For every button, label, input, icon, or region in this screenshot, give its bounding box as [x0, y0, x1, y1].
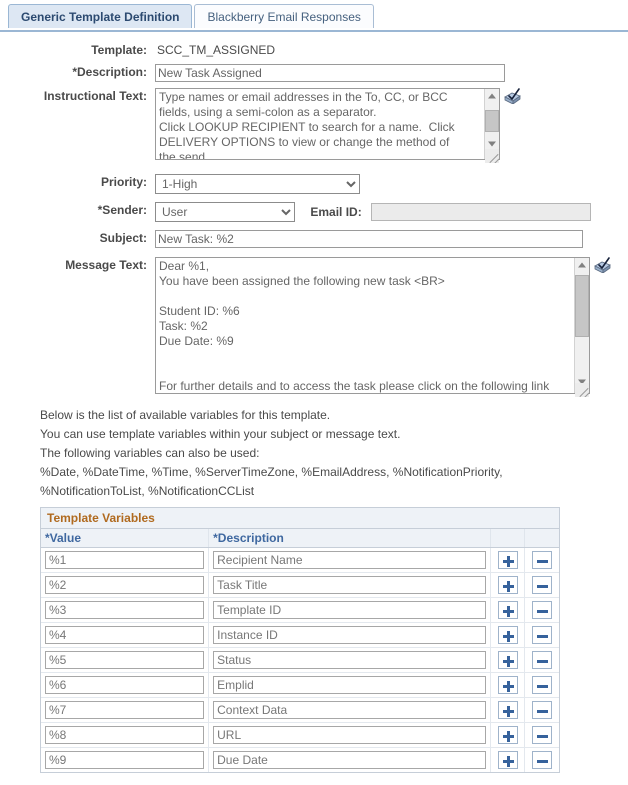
note-line: The following variables can also be used:: [40, 446, 260, 460]
note-line: Below is the list of available variables for this template.: [40, 408, 331, 422]
add-row-button[interactable]: [498, 626, 518, 644]
add-row-button[interactable]: [498, 576, 518, 594]
cell-description: [209, 673, 491, 698]
remove-row-button[interactable]: [532, 751, 552, 769]
cell-value: [41, 623, 209, 648]
priority-select[interactable]: [155, 174, 360, 194]
variable-description-input[interactable]: [213, 626, 486, 644]
variable-value-input[interactable]: [45, 651, 204, 669]
cell-value: [41, 598, 209, 623]
remove-row-button[interactable]: [532, 576, 552, 594]
grid-title: Template Variables: [41, 508, 559, 529]
sender-select[interactable]: [155, 202, 295, 222]
cell-description: [209, 698, 491, 723]
table-header-row: [41, 529, 559, 548]
cell-value: [41, 748, 209, 773]
tab-generic-template-definition[interactable]: [8, 4, 192, 28]
field-row-instructional-text: [0, 88, 628, 164]
subject-label: Subject:: [99, 231, 147, 245]
instructional-text-wrapper: [155, 88, 500, 164]
scroll-thumb[interactable]: [575, 275, 589, 337]
add-row-button[interactable]: [498, 751, 518, 769]
scroll-up-arrow-icon[interactable]: [575, 258, 589, 271]
template-value: SCC_TM_ASSIGNED: [157, 43, 276, 57]
cell-remove: [525, 598, 559, 623]
spell-check-icon[interactable]: [504, 88, 522, 104]
cell-description: [209, 723, 491, 748]
template-label: Template:: [91, 43, 147, 57]
cell-add: [491, 598, 525, 623]
remove-row-button[interactable]: [532, 551, 552, 569]
table-row: [41, 673, 559, 698]
spell-check-icon[interactable]: [594, 257, 612, 273]
resize-grip-icon[interactable]: [575, 383, 589, 397]
remove-row-button[interactable]: [532, 726, 552, 744]
variable-description-input[interactable]: [213, 576, 486, 594]
cell-remove: [525, 748, 559, 773]
field-row-subject: [0, 230, 628, 248]
cell-remove: [525, 623, 559, 648]
variable-value-input[interactable]: [45, 576, 204, 594]
variable-value-input[interactable]: [45, 701, 204, 719]
cell-remove: [525, 673, 559, 698]
cell-add: [491, 573, 525, 598]
remove-row-button[interactable]: [532, 651, 552, 669]
tab-blackberry-email-responses[interactable]: [194, 4, 373, 28]
email-id-input[interactable]: [371, 203, 591, 221]
field-row-description: [0, 64, 628, 82]
note-line: You can use template variables within your subject or message text.: [40, 427, 401, 441]
message-text-label: Message Text:: [65, 258, 147, 272]
table-row: [41, 723, 559, 748]
variable-value-input[interactable]: [45, 601, 204, 619]
cell-value: [41, 673, 209, 698]
column-header-description: *Description: [209, 529, 491, 548]
variable-description-input[interactable]: [213, 651, 486, 669]
table-row: [41, 648, 559, 673]
resize-grip-icon[interactable]: [485, 149, 499, 163]
scroll-track-top[interactable]: [485, 102, 499, 110]
cell-add: [491, 623, 525, 648]
cell-description: [209, 623, 491, 648]
table-row: [41, 623, 559, 648]
add-row-button[interactable]: [498, 551, 518, 569]
cell-add: [491, 548, 525, 573]
note-line: %Date, %DateTime, %Time, %ServerTimeZone, %EmailAddress, %NotificationPriority,: [40, 465, 503, 479]
remove-row-button[interactable]: [532, 701, 552, 719]
field-row-priority: [0, 174, 628, 194]
variable-value-input[interactable]: [45, 626, 204, 644]
column-header-add: [491, 529, 525, 548]
template-variables-table: [41, 529, 559, 772]
add-row-button[interactable]: [498, 701, 518, 719]
sender-label: *Sender:: [97, 203, 147, 217]
email-id-label: Email ID:: [310, 205, 362, 219]
scroll-track-bottom[interactable]: [575, 337, 589, 375]
scroll-thumb[interactable]: [485, 110, 499, 132]
field-row-message-text: [0, 257, 628, 398]
cell-description: [209, 598, 491, 623]
cell-description: [209, 573, 491, 598]
variable-description-input[interactable]: [213, 551, 486, 569]
template-variables-grid: [40, 507, 560, 773]
variable-description-input[interactable]: [213, 676, 486, 694]
description-label: *Description:: [72, 65, 147, 79]
priority-label: Priority:: [100, 175, 147, 189]
variable-description-input[interactable]: [213, 726, 486, 744]
template-definition-form: [0, 32, 628, 398]
column-header-value: *Value: [41, 529, 209, 548]
instructional-text-textarea[interactable]: [155, 88, 500, 160]
field-row-template: [0, 42, 628, 58]
message-text-wrapper: [155, 257, 590, 398]
cell-value: [41, 648, 209, 673]
table-row: [41, 573, 559, 598]
variable-value-input[interactable]: [45, 751, 204, 769]
cell-description: [209, 748, 491, 773]
add-row-button[interactable]: [498, 676, 518, 694]
add-row-button[interactable]: [498, 651, 518, 669]
cell-remove: [525, 723, 559, 748]
message-text-textarea[interactable]: [155, 257, 590, 394]
instructional-text-label: Instructional Text:: [43, 89, 147, 103]
cell-remove: [525, 573, 559, 598]
table-row: [41, 698, 559, 723]
scroll-up-arrow-icon[interactable]: [485, 89, 499, 102]
tab-label: Generic Template Definition: [21, 10, 180, 24]
variable-value-input[interactable]: [45, 726, 204, 744]
column-header-remove: [525, 529, 559, 548]
table-body: [41, 548, 559, 773]
note-line: %NotificationToList, %NotificationCCList: [40, 484, 255, 498]
field-row-sender: [0, 202, 628, 222]
message-text-scrollbar[interactable]: [574, 258, 589, 393]
remove-row-button[interactable]: [532, 626, 552, 644]
variable-description-input[interactable]: [213, 601, 486, 619]
cell-add: [491, 723, 525, 748]
description-input[interactable]: [155, 64, 505, 82]
cell-remove: [525, 548, 559, 573]
available-variables-notes: [40, 406, 628, 501]
table-row: [41, 748, 559, 773]
cell-value: [41, 698, 209, 723]
variable-description-input[interactable]: [213, 751, 486, 769]
cell-description: [209, 648, 491, 673]
remove-row-button[interactable]: [532, 601, 552, 619]
variable-description-input[interactable]: [213, 701, 486, 719]
cell-remove: [525, 698, 559, 723]
cell-remove: [525, 648, 559, 673]
cell-add: [491, 673, 525, 698]
remove-row-button[interactable]: [532, 676, 552, 694]
tab-label: Blackberry Email Responses: [207, 10, 361, 24]
cell-description: [209, 548, 491, 573]
cell-add: [491, 748, 525, 773]
cell-value: [41, 723, 209, 748]
table-row: [41, 548, 559, 573]
add-row-button[interactable]: [498, 726, 518, 744]
subject-input[interactable]: [155, 230, 583, 248]
table-row: [41, 598, 559, 623]
cell-add: [491, 698, 525, 723]
cell-value: [41, 573, 209, 598]
variable-value-input[interactable]: [45, 676, 204, 694]
cell-add: [491, 648, 525, 673]
add-row-button[interactable]: [498, 601, 518, 619]
variable-value-input[interactable]: [45, 551, 204, 569]
tab-bar: [0, 4, 628, 32]
cell-value: [41, 548, 209, 573]
